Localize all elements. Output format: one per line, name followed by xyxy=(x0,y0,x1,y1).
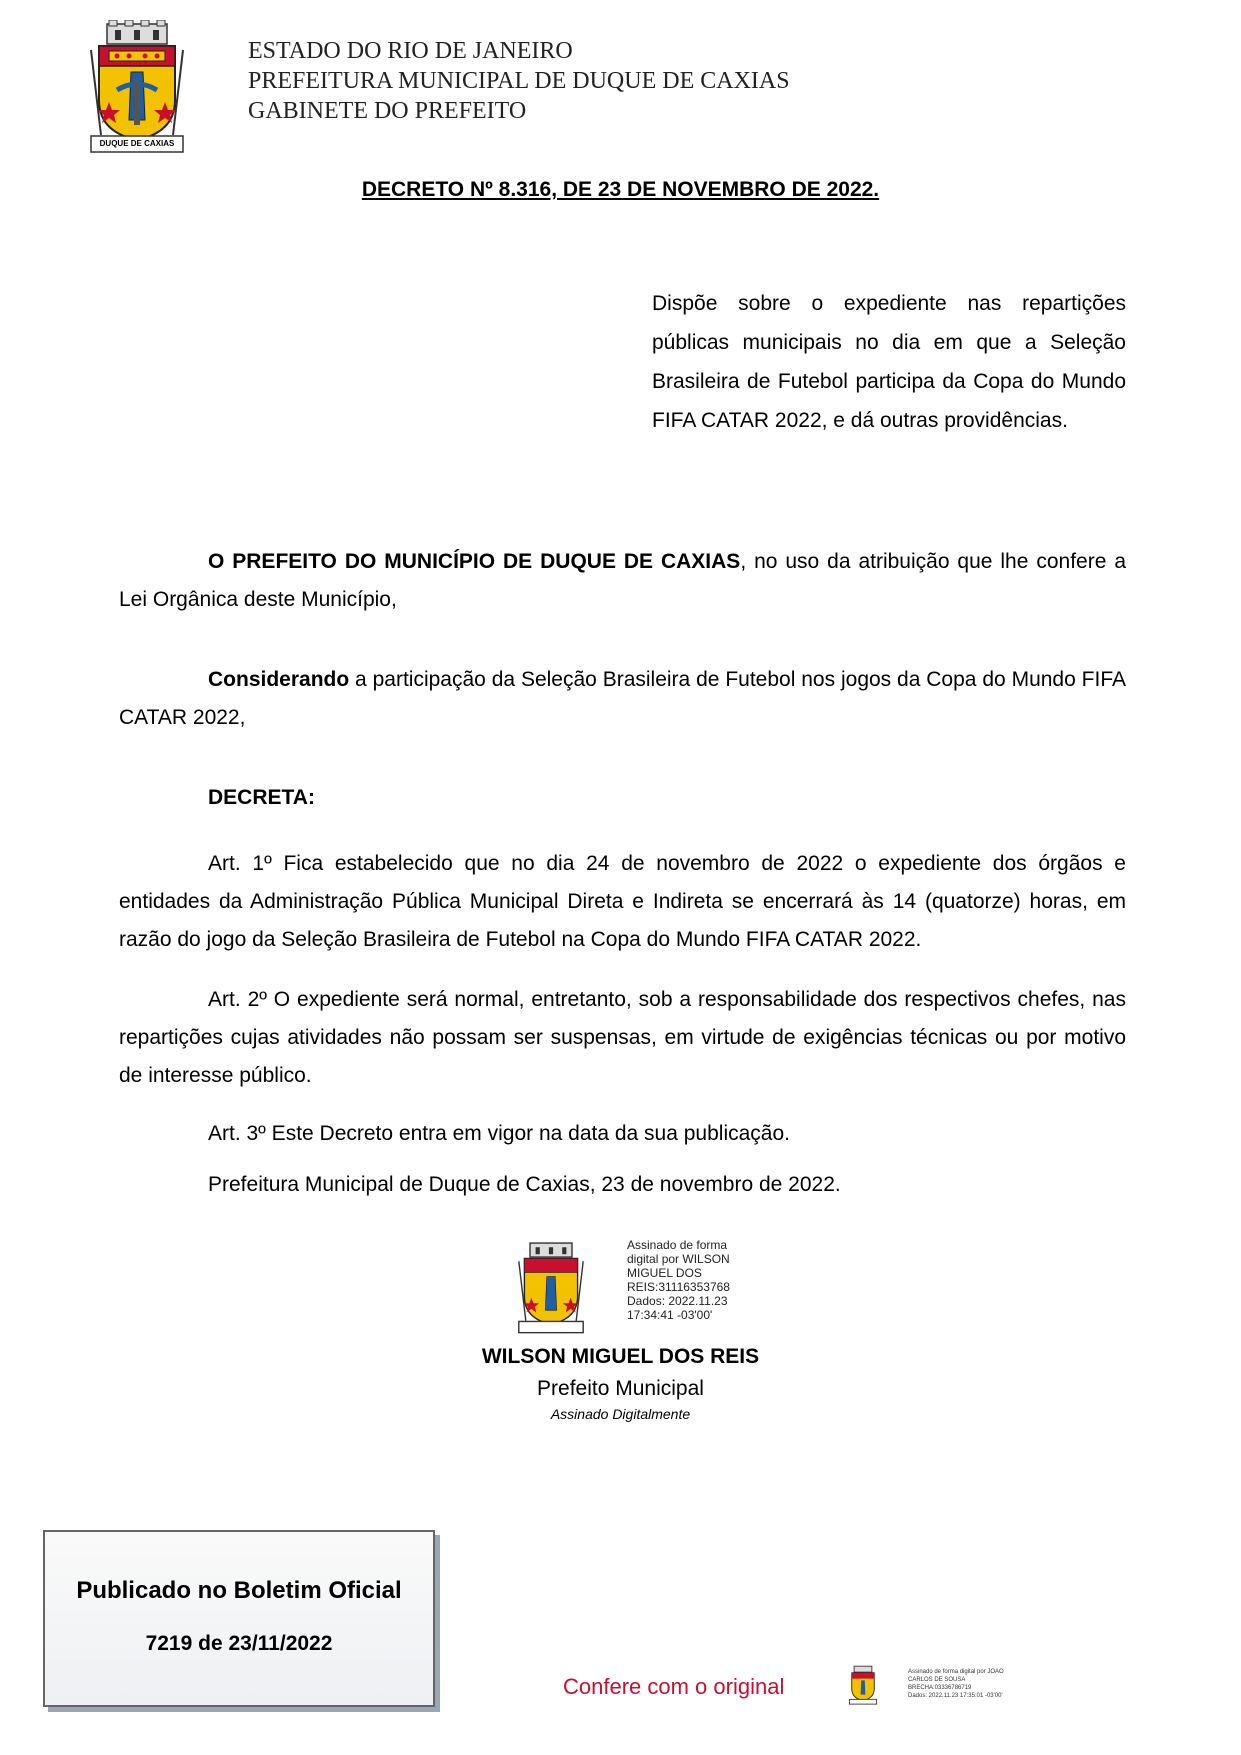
coat-of-arms-icon xyxy=(87,20,187,160)
publication-box xyxy=(43,1530,435,1707)
publication-number: 7219 de 23/11/2022 xyxy=(145,1632,333,1655)
signer-title: Prefeito Municipal xyxy=(537,1377,704,1400)
preamble-paragraph xyxy=(119,543,1126,619)
sig-line: MIGUEL DOS xyxy=(627,1266,702,1280)
considerando-paragraph xyxy=(119,661,1126,737)
article-2: Art. 2º O expediente será normal, entretanto, sob a responsabilidade dos respectivos chefes, nas repartições cujas atividades não possam ser suspensas, em virtude de exigências técnicas ou por motivo de interesse público. xyxy=(119,988,1126,1087)
article-1: Art. 1º Fica estabelecido que no dia 24 de novembro de 2022 o expediente dos órgãos e entidades da Administração Pública Municipal Direta e Indireta se encerrará às 14 (quatorze) horas, em razão do jogo da Seleção Brasileira de Futebol na Copa do Mundo FIFA CATAR 2022. xyxy=(119,852,1126,951)
digital-signature-note xyxy=(627,1238,767,1322)
signer-note: Assinado Digitalmente xyxy=(550,1406,691,1422)
considerando-rest: a participação da Seleção Brasileira de Futebol nos jogos da Copa do Mundo FIFA CATAR 2022, xyxy=(119,668,1126,729)
sig-line: Dados: 2022.11.23 xyxy=(627,1294,728,1308)
signature-crest-icon xyxy=(516,1240,586,1340)
publication-title: Publicado no Boletim Oficial xyxy=(76,1577,402,1604)
mini-line: BRECHA:03336786719 xyxy=(908,1685,972,1691)
sig-line: 17:34:41 -03'00' xyxy=(627,1308,713,1322)
sig-line: digital por WILSON xyxy=(627,1252,730,1266)
article-3: Art. 3º Este Decreto entra em vigor na data da sua publicação. xyxy=(208,1122,790,1145)
header-prefeitura: PREFEITURA MUNICIPAL DE DUQUE DE CAXIAS xyxy=(248,68,790,94)
mini-line: CARLOS DE SOUSA xyxy=(908,1677,966,1683)
preamble-bold: O PREFEITO DO MUNICÍPIO DE DUQUE DE CAXIAS xyxy=(208,550,741,573)
header-state: ESTADO DO RIO DE JANEIRO xyxy=(248,38,573,64)
header-block xyxy=(248,36,790,126)
sig-line: REIS:31116353768 xyxy=(627,1280,730,1294)
considerando-bold: Considerando xyxy=(208,668,350,691)
sig-line: Assinado de forma xyxy=(627,1238,728,1252)
decree-title: DECRETO Nº 8.316, DE 23 DE NOVEMBRO DE 2022. xyxy=(361,178,880,201)
header-gabinete: GABINETE DO PREFEITO xyxy=(248,98,527,124)
confere-original-text: Confere com o original xyxy=(563,1674,785,1699)
footer-signature-note xyxy=(908,1668,1008,1700)
mini-line: Assinado de forma digital por JOAO xyxy=(908,1669,1004,1675)
closing-line: Prefeitura Municipal de Duque de Caxias, 23 de novembro de 2022. xyxy=(208,1173,841,1196)
preamble-rest: , no uso da atribuição que lhe confere a Lei Orgânica deste Município, xyxy=(119,550,1126,611)
signer-name: WILSON MIGUEL DOS REIS xyxy=(481,1345,760,1368)
decreta-heading: DECRETA: xyxy=(208,786,315,809)
footer-crest-icon xyxy=(848,1665,878,1710)
mini-line: Dados: 2022.11.23 17:35:01 -03'00' xyxy=(908,1693,1003,1699)
decree-ementa: Dispõe sobre o expediente nas repartições públicas municipais no dia em que a Seleção Brasileira de Futebol participa da Copa do Mundo FIFA CATAR 2022, e dá outras providências. xyxy=(652,292,1126,432)
crest-ribbon-text: DUQUE DE CAXIAS xyxy=(99,139,175,148)
